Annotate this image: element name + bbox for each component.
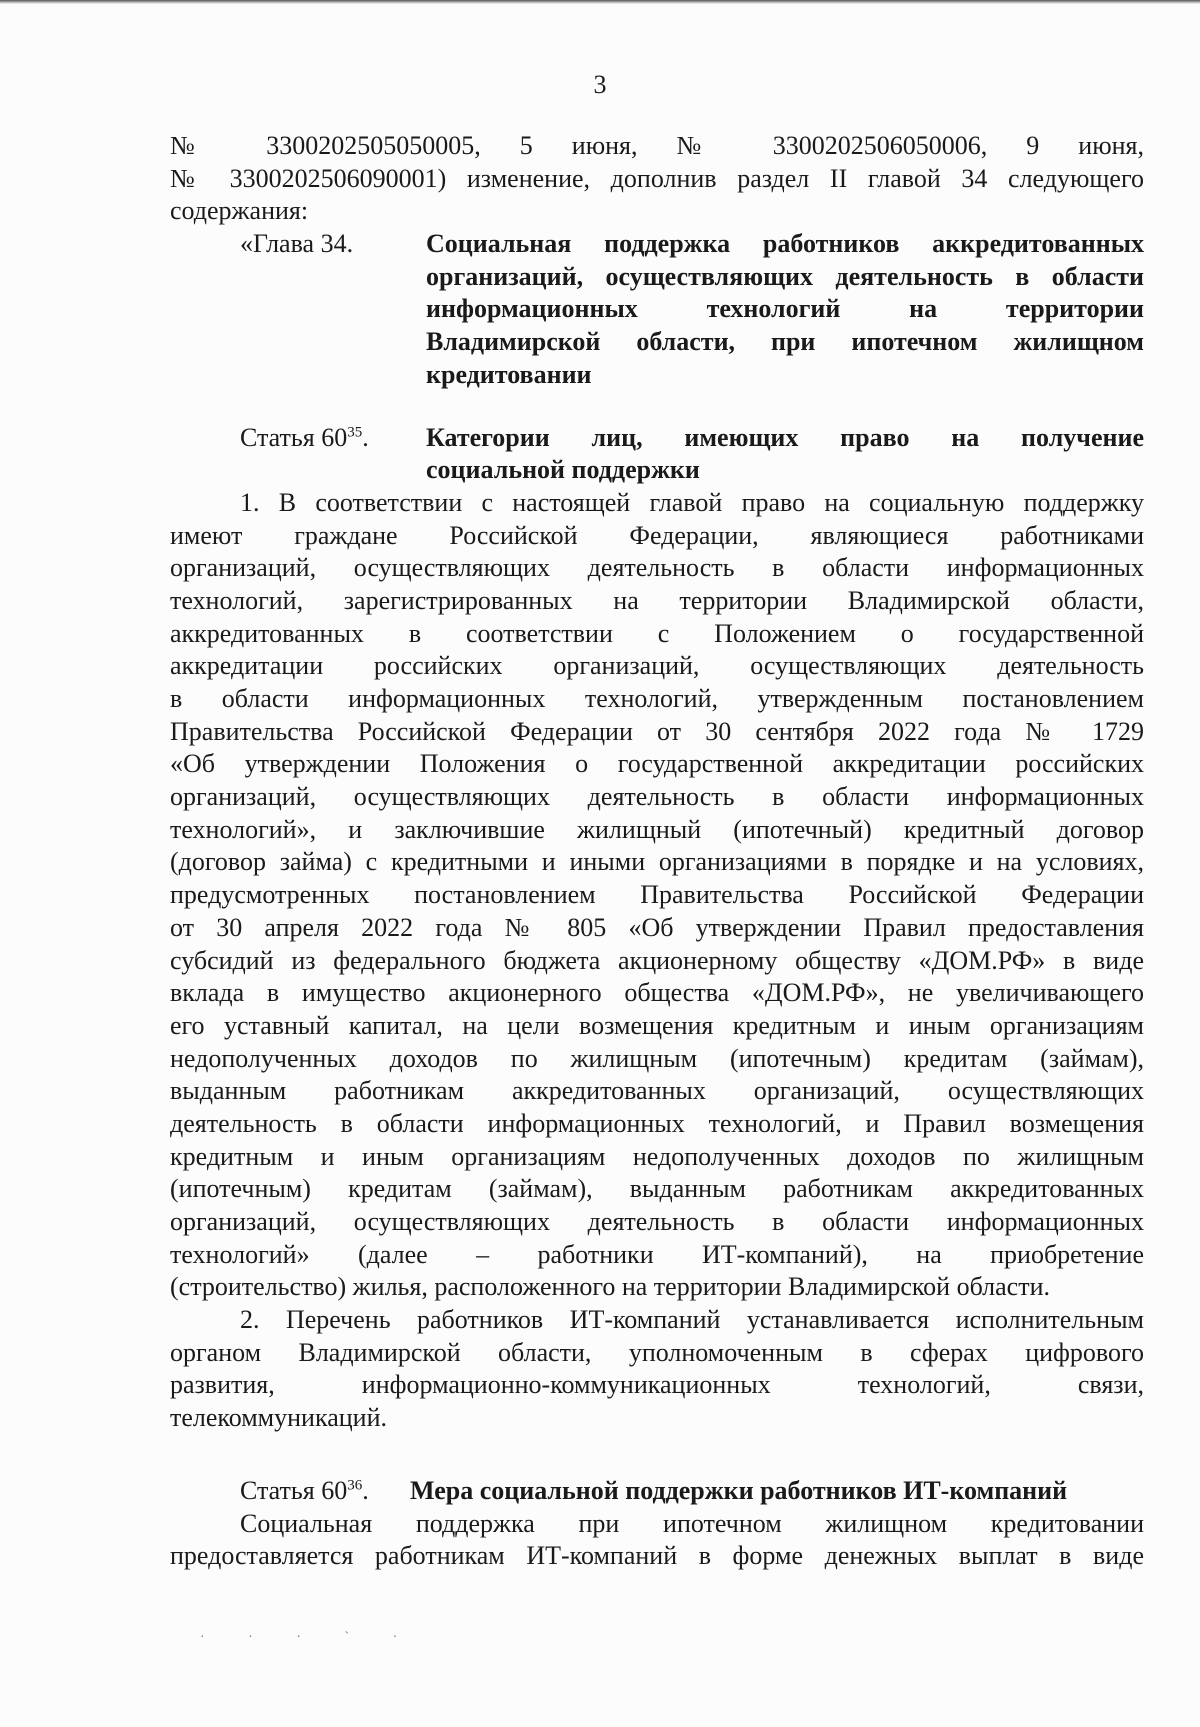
article-60-36-title (410, 1475, 1144, 1508)
intro-line-2: № 3300202506090001) изменение, дополнив раздел II главой 34 следующего (170, 163, 1144, 193)
article-60-36-p-line-1: Социальная поддержка при ипотечном жилищном кредитовании (240, 1508, 1144, 1538)
chapter-heading (170, 228, 1144, 391)
scan-marks: · · · ˋ · (200, 1630, 418, 1645)
article-60-35-p1-line-6: аккредитации российских организаций, осуществляющих деятельность (170, 651, 1144, 681)
article-60-35-p1-line-21: кредитным и иным организациям недополученных доходов по жилищным (170, 1141, 1144, 1171)
article-60-35-p1-line-2: имеют граждане Российской Федерации, являющиеся работниками (170, 520, 1144, 550)
article-60-35-p1-line-7: в области информационных технологий, утвержденным постановлением (170, 684, 1144, 713)
article-60-36-heading (170, 1475, 1144, 1508)
scan-edge (0, 0, 1200, 4)
article-60-35-p1-line-20: деятельность в области информационных технологий, и Правил возмещения (170, 1108, 1144, 1138)
chapter-title-line-1: Социальная поддержка работников аккредитованных (426, 229, 1144, 259)
article-60-35-p1-line-1: 1. В соответствии с настоящей главой право на социальную поддержку (240, 487, 1144, 517)
article-60-35-title-line-1: Категории лиц, имеющих право на получение (426, 422, 1144, 452)
article-60-35-p1-line-10: организаций, осуществляющих деятельность в области информационных (170, 782, 1144, 812)
article-60-35-p2-line-2: органом Владимирской области, уполномоченным в сферах цифрового (170, 1337, 1144, 1367)
article-60-35-paragraph-2 (170, 1304, 1144, 1435)
document-body (170, 130, 1144, 1573)
page-number: 3 (593, 70, 607, 99)
chapter-title (426, 228, 1144, 391)
chapter-label: «Глава 34. (240, 229, 354, 259)
article-60-35-paragraph-1 (170, 487, 1144, 1304)
article-60-35-p1-line-4: технологий, зарегистрированных на территории Владимирской области, (170, 585, 1144, 615)
article-60-35-p1-line-8: Правительства Российской Федерации от 30 сентября 2022 года № 1729 (170, 716, 1144, 746)
article-60-35-p2-line-4: телекоммуникаций. (170, 1403, 387, 1433)
article-60-36-title-line: Мера социальной поддержки работников ИТ-компаний (410, 1475, 1068, 1505)
article-60-35-p1-line-19: выданным работникам аккредитованных организаций, осуществляющих (170, 1076, 1144, 1106)
intro-line-1: № 3300202505050005, 5 июня, № 3300202506050006, 9 июня, (170, 131, 1144, 160)
chapter-title-line-4: Владимирской области, при ипотечном жилищном (426, 327, 1144, 357)
article-60-35-p1-line-11: технологий», и заключившие жилищный (ипотечный) кредитный договор (170, 814, 1144, 844)
chapter-title-line-5: кредитовании (426, 359, 592, 389)
article-60-35-p2-line-1: 2. Перечень работников ИТ-компаний устанавливается исполнительным (240, 1305, 1144, 1335)
article-60-35-p1-line-12: (договор займа) с кредитными и иными организациями в порядке и на условиях, (170, 847, 1144, 877)
article-60-35-title-line-2: социальной поддержки (426, 455, 700, 485)
article-60-35-p1-line-9: «Об утверждении Положения о государственной аккредитации российских (170, 749, 1144, 779)
article-60-35-title (426, 422, 1144, 487)
article-60-35-p2-line-3: развития, информационно-коммуникационных технологий, связи, (170, 1370, 1144, 1400)
article-60-35-p1-line-23: организаций, осуществляющих деятельность в области информационных (170, 1207, 1144, 1236)
spacer (170, 392, 1144, 422)
article-60-35-label: Статья $60^{35}$. (240, 422, 369, 452)
article-60-35-p1-line-15: субсидий из федерального бюджета акционерному обществу «ДОМ.РФ» в виде (170, 945, 1144, 975)
article-60-35-p1-line-24: технологий» (далее – работники ИТ-компаний), на приобретение (170, 1239, 1144, 1269)
chapter-title-line-3: информационных технологий на территории (426, 294, 1144, 324)
article-60-35-heading (170, 422, 1144, 487)
intro-paragraph (170, 130, 1144, 228)
article-60-35-p1-line-18: недополученных доходов по жилищным (ипотечным) кредитам (займам), (170, 1043, 1144, 1073)
article-60-35-p1-line-17: его уставный капитал, на цели возмещения кредитным и иным организациям (170, 1010, 1144, 1040)
article-60-35-p1-line-16: вклада в имущество акционерного общества «ДОМ.РФ», не увеличивающего (170, 978, 1144, 1008)
spacer (170, 1435, 1144, 1475)
article-60-35-p1-line-13: предусмотренных постановлением Правительства Российской Федерации (170, 880, 1144, 910)
intro-line-3: содержания: (170, 196, 309, 226)
article-60-35-p1-line-5: аккредитованных в соответствии с Положением о государственной (170, 618, 1144, 648)
article-60-36-paragraph (170, 1508, 1144, 1573)
article-60-36-label: Статья $60^{36}$. (240, 1475, 369, 1505)
article-60-36-p-line-2: предоставляется работникам ИТ-компаний в форме денежных выплат в виде (170, 1541, 1144, 1571)
article-60-35-p1-line-25: (строительство) жилья, расположенного на территории Владимирской области. (170, 1272, 1051, 1302)
article-60-35-p1-line-22: (ипотечным) кредитам (займам), выданным работникам аккредитованных (170, 1174, 1144, 1204)
article-60-35-p1-line-3: организаций, осуществляющих деятельность в области информационных (170, 553, 1144, 583)
chapter-title-line-2: организаций, осуществляющих деятельность в области (426, 261, 1144, 291)
article-60-35-p1-line-14: от 30 апреля 2022 года № 805 «Об утверждении Правил предоставления (170, 912, 1144, 942)
